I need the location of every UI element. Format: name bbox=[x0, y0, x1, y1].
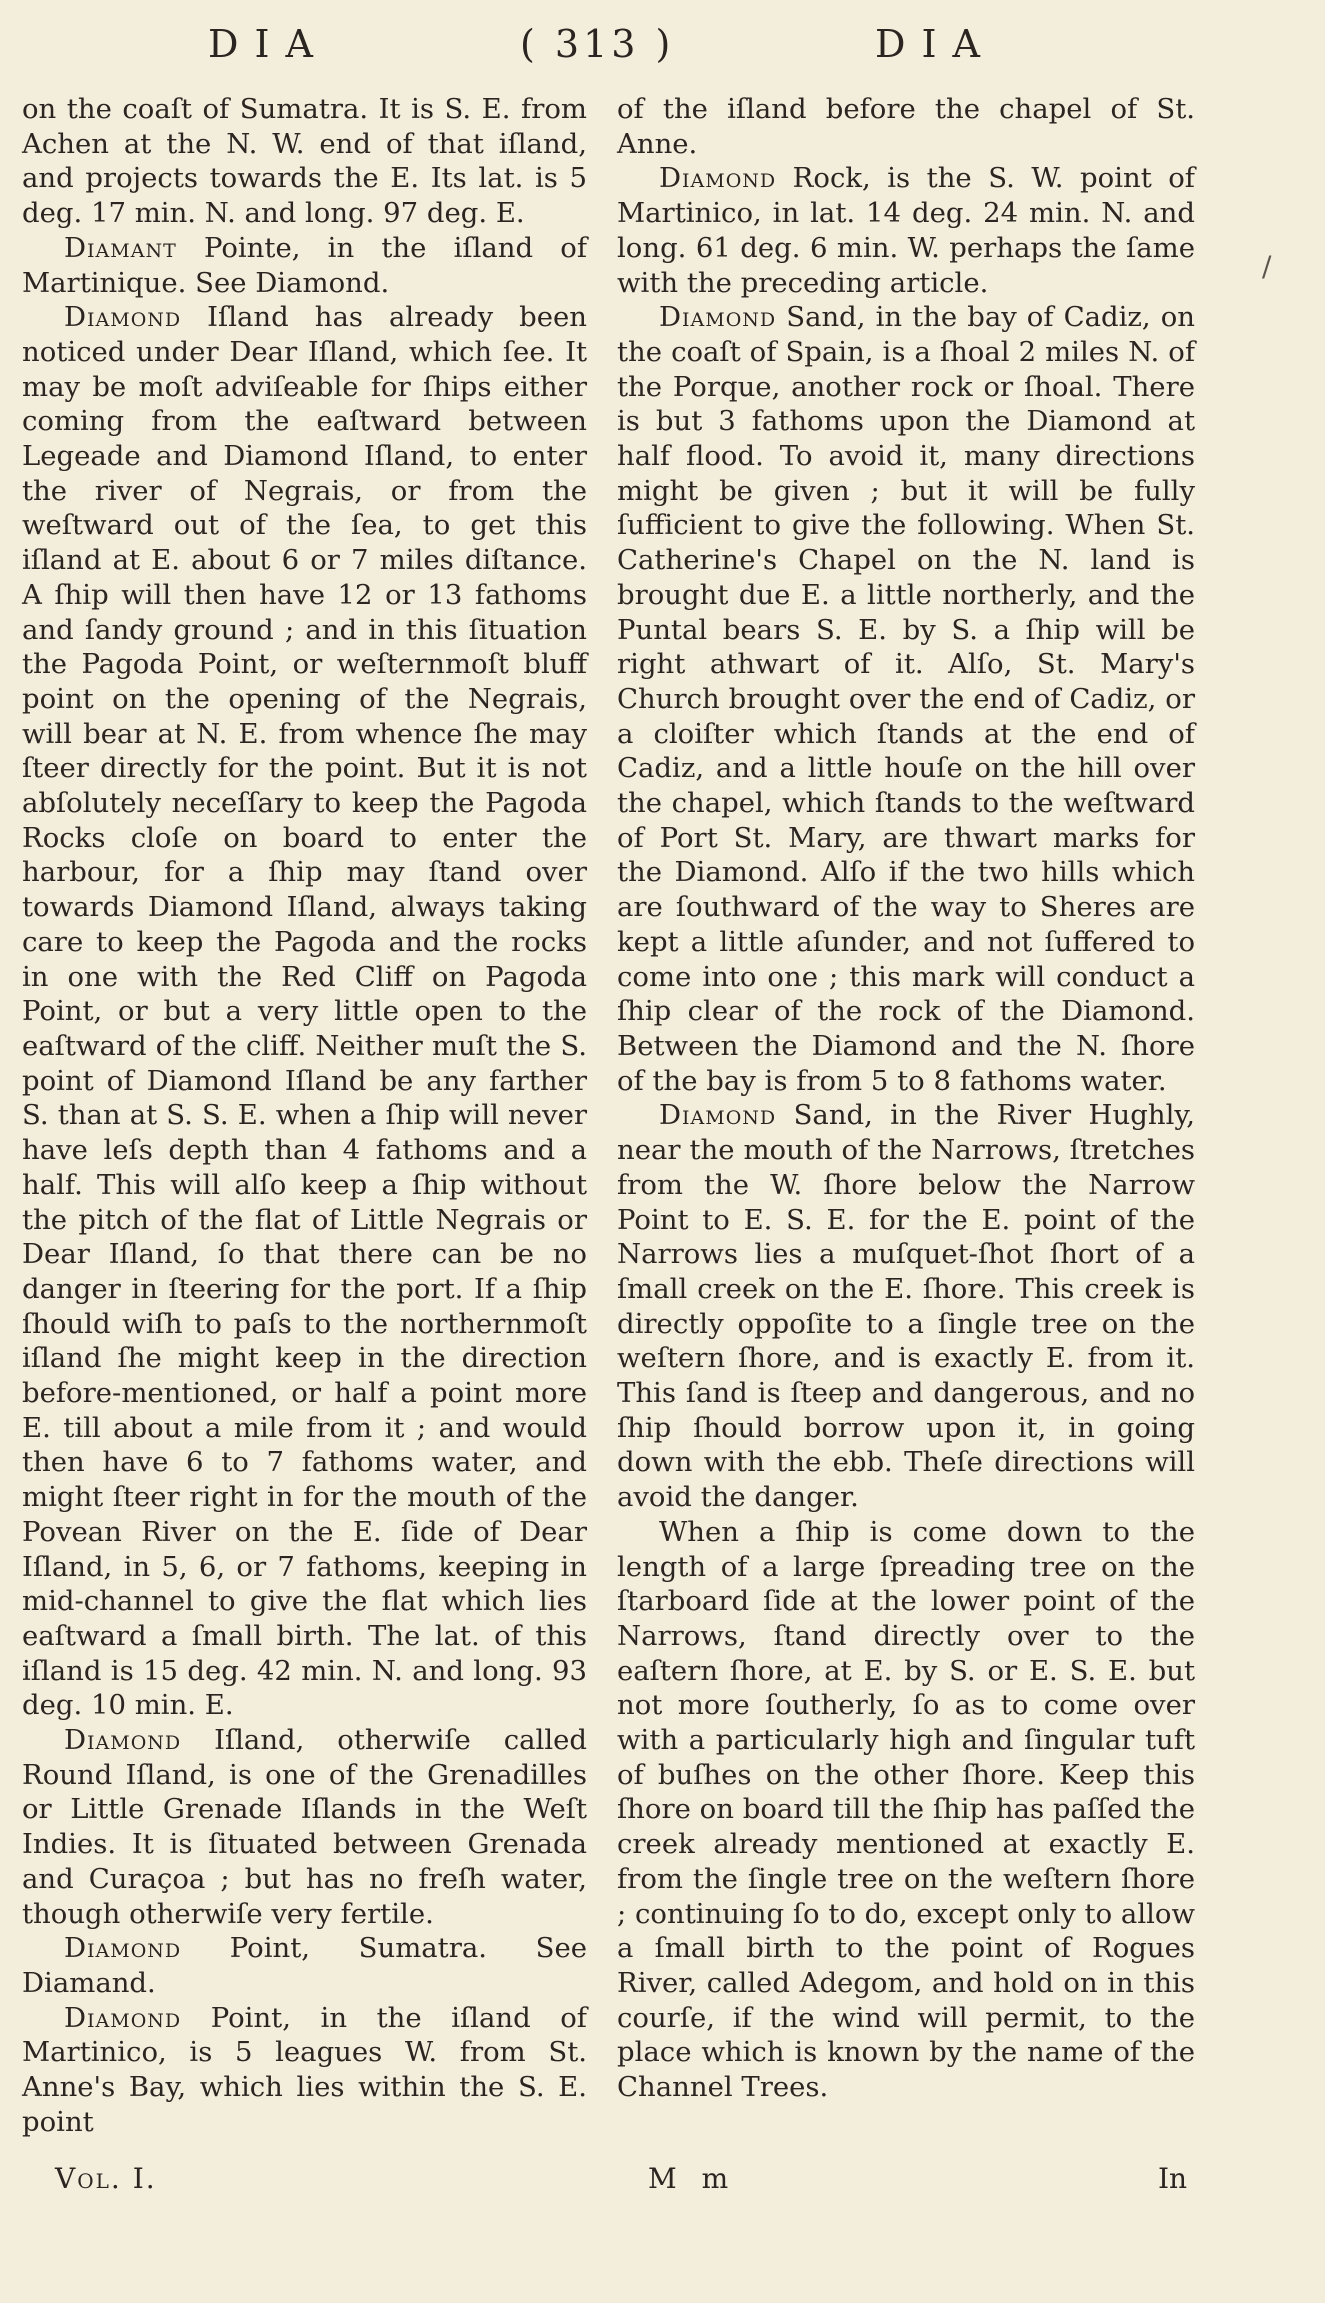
entry-head: Diamant bbox=[64, 231, 177, 264]
entry-head: Diamond bbox=[64, 1724, 182, 1757]
entry-text: of the iſland before the chapel of St. Anne. bbox=[617, 93, 1195, 160]
entry-text: Point, Sumatra. See Diamand. bbox=[22, 1932, 587, 1999]
paragraph bbox=[617, 1515, 1195, 2105]
paragraph bbox=[617, 161, 1195, 300]
paragraph bbox=[22, 231, 587, 300]
paragraph bbox=[22, 1931, 587, 2000]
running-header bbox=[0, 22, 1325, 92]
paragraph bbox=[22, 92, 587, 231]
entry-head: Diamond bbox=[64, 301, 182, 334]
entry-text: Point, in the iſland of Martinico, is 5 leagues W. from St. Anne's Bay, which lies within the S. E. point bbox=[22, 2001, 587, 2138]
left-column bbox=[22, 92, 587, 2139]
entry-head: Diamond bbox=[64, 1932, 182, 1965]
catchword: In bbox=[1158, 2162, 1188, 2195]
entry-text: Pointe, in the iſland of Martinique. See Diamond. bbox=[22, 231, 587, 299]
page-footer bbox=[0, 2162, 1325, 2202]
entry-text: Rock, is the S. W. point of Martinico, in lat. 14 deg. 24 min. N. and long. 61 deg. 6 min. W. perhaps the ſame with the preceding article. bbox=[617, 162, 1195, 299]
entry-text: on the coaſt of Sumatra. It is S. E. from Achen at the N. W. end of that iſland, and projects towards the E. Its lat. is 5 deg. 17 min. N. and long. 97 deg. E. bbox=[22, 93, 587, 230]
entry-head: Diamond bbox=[64, 2001, 182, 2034]
paragraph bbox=[22, 1723, 587, 1931]
paragraph bbox=[617, 300, 1195, 1098]
header-right-word: DIA bbox=[875, 22, 996, 66]
entry-text: Iſland has already been noticed under Dear Iſland, which ſee. It may be moſt adviſeable for ſhips either coming from the eaſtward between Legeade and Diamond Iſland, to enter the river of Negrais, or from the weſtward out of the ſea, to get this iſland at E. about 6 or 7 miles diſtance. A ſhip will then have 12 or 13 fathoms and ſandy ground ; and in this ſituation the Pagoda Point, or weſternmoſt bluff point on the opening of the Negrais, will bear at N. E. from whence ſhe may ſteer directly for the point. But it is not abſolutely neceſſary to keep the Pagoda Rocks cloſe on board to enter the harbour, for a ſhip may ſtand over towards Diamond Iſland, always taking care to keep the Pagoda and the rocks in one with the Red Cliff on Pagoda Point, or but a very little open to the eaſtward of the cliff. Neither muſt the S. point of Diamond Iſland be any farther S. than at S. S. E. when a ſhip will never have leſs depth than 4 fathoms and a half. This will alſo keep a ſhip without the pitch of the flat of Little Negrais or Dear Iſland, ſo that there can be no danger in ſteering for the port. If a ſhip ſhould wiſh to paſs to the northernmoſt iſland ſhe might keep in the direction before-mentioned, or half a point more E. till about a mile from it ; and would then have 6 to 7 fathoms water, and might ſteer right in for the mouth of the Povean River on the E. ſide of Dear Iſland, in 5, 6, or 7 fathoms, keeping in mid-channel to give the flat which lies eaſtward a ſmall birth. The lat. of this iſland is 15 deg. 42 min. N. and long. 93 deg. 10 min. E. bbox=[22, 301, 587, 1722]
entry-text: Sand, in the bay of Cadiz, on the coaſt of Spain, is a ſhoal 2 miles N. of the Porque, another rock or ſhoal. There is but 3 fathoms upon the Diamond at half flood. To avoid it, many directions might be given ; but it will be fully ſufficient to give the following. When St. Catherine's Chapel on the N. land is brought due E. a little northerly, and the Puntal bears S. E. by S. a ſhip will be right athwart of it. Alſo, St. Mary's Church brought over the end of Cadiz, or a cloiſter which ſtands at the end of Cadiz, and a little houſe on the hill over the chapel, which ſtands to the weſtward of Port St. Mary, are thwart marks for the Diamond. Alſo if the two hills which are ſouthward of the way to Sheres are kept a little aſunder, and not ſuffered to come into one ; this mark will conduct a ſhip clear of the rock of the Diamond. Between the Diamond and the N. ſhore of the bay is from 5 to 8 fathoms water. bbox=[617, 301, 1195, 1097]
page-number: ( 313 ) bbox=[520, 22, 675, 66]
paragraph bbox=[22, 2001, 587, 2140]
paragraph bbox=[22, 300, 587, 1723]
right-column bbox=[617, 92, 1195, 2105]
paragraph bbox=[617, 1098, 1195, 1514]
entry-text: When a ſhip is come down to the length of a large ſpreading tree on the ſtarboard ſide at the lower point of the Narrows, ſtand directly over to the eaſtern ſhore, at E. by S. or E. S. E. but not more ſoutherly, ſo as to come over with a particularly high and ſingular tuft of buſhes on the other ſhore. Keep this ſhore on board till the ſhip has paſſed the creek already mentioned at exactly E. from the ſingle tree on the weſtern ſhore ; continuing ſo to do, except only to allow a ſmall birth to the point of Rogues River, called Adegom, and hold on in this courſe, if the wind will permit, to the place which is known by the name of the Channel Trees. bbox=[617, 1515, 1195, 2104]
entry-head: Diamond bbox=[659, 1099, 777, 1132]
header-left-word: DIA bbox=[208, 22, 329, 66]
entry-head: Diamond bbox=[659, 301, 777, 334]
margin-mark: / bbox=[1262, 250, 1272, 283]
signature-mark: M m bbox=[648, 2162, 737, 2195]
entry-text: Iſland, otherwiſe called Round Iſland, is one of the Grenadilles or Little Grenade Iſlands in the Weſt Indies. It is ſituated between Grenada and Curaçoa ; but has no freſh water, though otherwiſe very fertile. bbox=[22, 1724, 587, 1930]
volume-label: Vol. I. bbox=[55, 2162, 157, 2195]
paragraph bbox=[617, 92, 1195, 161]
entry-text: Sand, in the River Hughly, near the mouth of the Narrows, ſtretches from the W. ſhore below the Narrow Point to E. S. E. for the E. point of the Narrows lies a muſquet-ſhot ſhort of a ſmall creek on the E. ſhore. This creek is directly oppoſite to a ſingle tree on the weſtern ſhore, and is exactly E. from it. This ſand is ſteep and dangerous, and no ſhip ſhould borrow upon it, in going down with the ebb. Theſe directions will avoid the danger. bbox=[617, 1099, 1195, 1514]
entry-head: Diamond bbox=[659, 162, 777, 195]
